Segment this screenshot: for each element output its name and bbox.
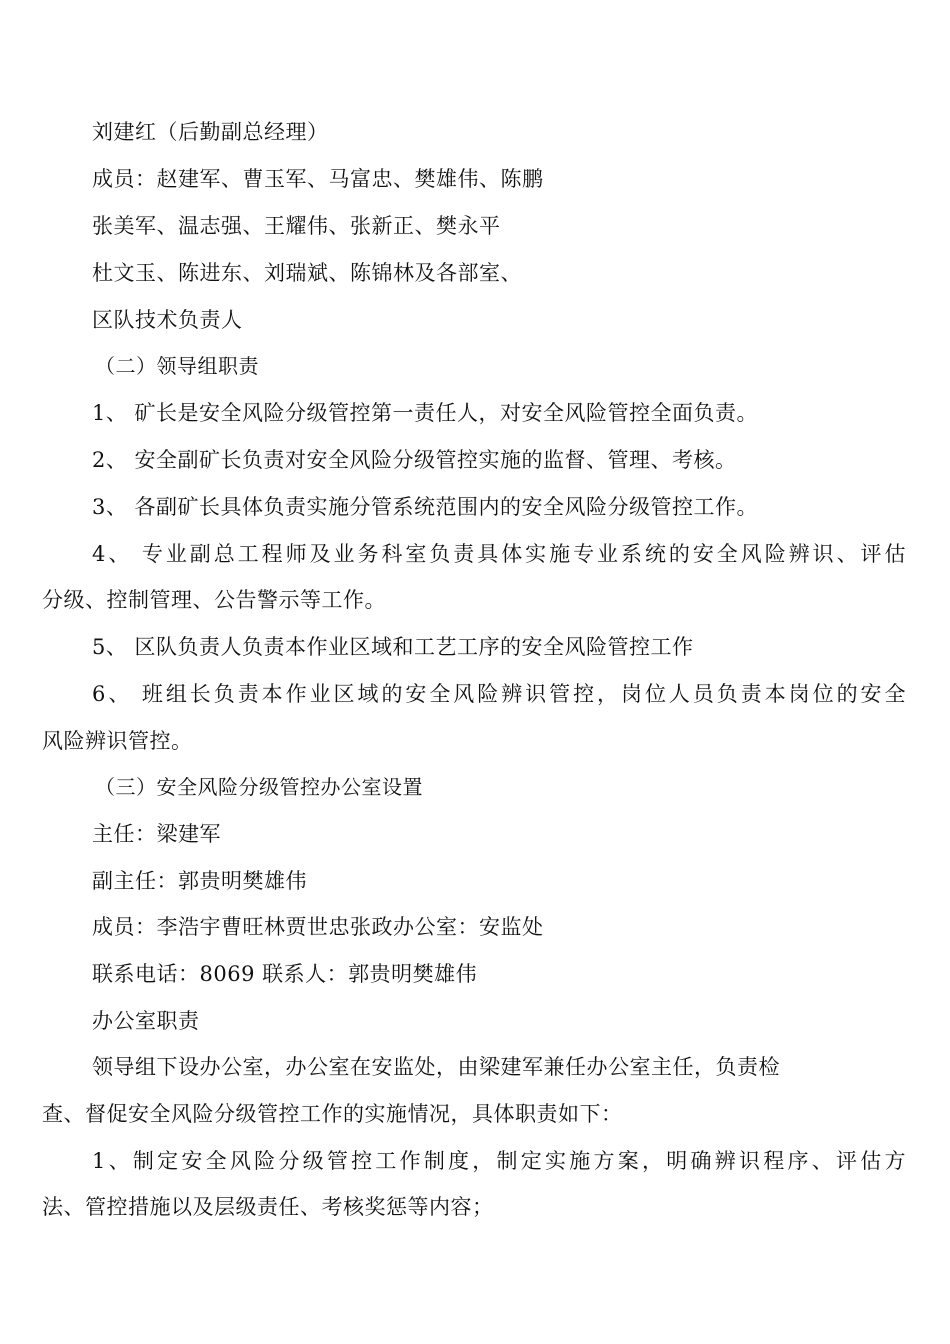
text-line-13: 6、 班组长负责本作业区域的安全风险辨识管控，岗位人员负责本岗位的安全	[92, 682, 906, 706]
text-line-8: 2、 安全副矿长负责对安全风险分级管控实施的监督、管理、考核。	[92, 448, 737, 472]
text-line-21: 领导组下设办公室，办公室在安监处，由梁建军兼任办公室主任，负责检	[92, 1055, 780, 1079]
text-line-14: 风险辨识管控。	[42, 729, 193, 753]
text-line-23: 1、制定安全风险分级管控工作制度，制定实施方案，明确辨识程序、评估方	[92, 1149, 906, 1173]
text-line-2: 成员：赵建军、曹玉军、马富忠、樊雄伟、陈鹏	[92, 167, 544, 191]
text-line-20: 办公室职责	[92, 1009, 200, 1033]
text-line-5: 区队技术负责人	[92, 308, 243, 332]
text-line-24: 法、管控措施以及层级责任、考核奖惩等内容；	[42, 1195, 494, 1219]
text-line-12: 5、 区队负责人负责本作业区域和工艺工序的安全风险管控工作	[92, 635, 694, 659]
text-line-7: 1、 矿长是安全风险分级管控第一责任人，对安全风险管控全面负责。	[92, 401, 759, 425]
text-line-18: 成员：李浩宇曹旺林贾世忠张政办公室：安监处	[92, 915, 544, 939]
text-line-3: 张美军、温志强、王耀伟、张新正、樊永平	[92, 214, 501, 238]
text-line-19: 联系电话：8069 联系人：郭贵明樊雄伟	[92, 962, 478, 986]
text-line-16: 主任：梁建军	[92, 822, 221, 846]
section-heading-3: （三）安全风险分级管控办公室设置	[95, 775, 423, 799]
text-line-1: 刘建红（后勤副总经理）	[92, 120, 329, 144]
text-line-17: 副主任：郭贵明樊雄伟	[92, 869, 307, 893]
section-heading-2: （二）领导组职责	[95, 354, 259, 378]
text-line-10: 4、 专业副总工程师及业务科室负责具体实施专业系统的安全风险辨识、评估	[92, 542, 906, 566]
text-line-4: 杜文玉、陈进东、刘瑞斌、陈锦林及各部室、	[92, 261, 522, 285]
text-line-22: 查、督促安全风险分级管控工作的实施情况，具体职责如下：	[42, 1102, 623, 1126]
text-line-9: 3、 各副矿长具体负责实施分管系统范围内的安全风险分级管控工作。	[92, 495, 759, 519]
text-line-11: 分级、控制管理、公告警示等工作。	[42, 588, 386, 612]
